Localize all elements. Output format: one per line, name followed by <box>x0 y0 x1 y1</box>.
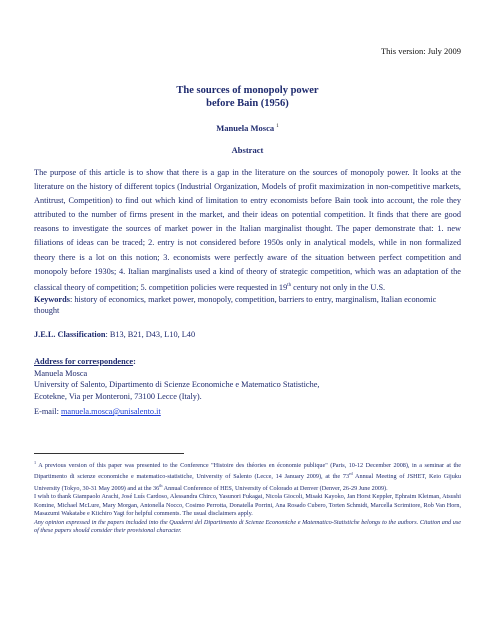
jel-label: J.E.L. Classification <box>34 330 106 339</box>
footnote-text-b: Annual Meeting of JSHET, Keio Gijuku University (Tokyo, 30-31 May 2009) and at the 36 <box>34 473 461 492</box>
keywords-text: : history of economics, market power, monopoly, competition, barriers to entry, marginalism, Italian economic thought <box>34 295 437 315</box>
footnote-number: 1 <box>34 460 37 465</box>
footnote-text-c: Annual Conference of HES, University of Colorado at Denver (Denver, 26-29 June 2009). <box>162 485 388 492</box>
footnote-sup-rd: rd <box>349 471 353 477</box>
version-date: This version: July 2009 <box>380 46 461 56</box>
abstract-body <box>34 166 461 295</box>
jel-classification <box>34 330 195 339</box>
keywords <box>34 294 461 316</box>
address-name: Manuela Mosca <box>34 368 88 378</box>
abstract-superscript: th <box>287 282 292 288</box>
footnote <box>34 459 461 535</box>
footnote-paragraph-2: I wish to thank Giampaolo Arachi, José Luís Cardoso, Alessandra Chirco, Yasunori Fukagai, Nicola Giocoli, Misaki Kayoko, Jan Horst Keppler, Ephraim Kleiman, Atsushi Komine, Michael McLure, Mary Morgan, Antonella Nocco, Cosimo Perrotta, Donatella Porrini, Ana Rosado Cubero, Torten Schmidt, Marcella Scrimitore, Rob Van Horn, Masazumi Wakatabe e Kiichiro Yagi for helpful comments. The usual disclaimers apply. <box>34 493 461 518</box>
abstract-text-end: century not only in the U.S. <box>291 282 386 292</box>
title-line-1: The sources of monopoly power <box>176 85 319 96</box>
correspondence-address <box>34 356 319 402</box>
email-link[interactable]: manuela.mosca@unisalento.it <box>60 407 161 416</box>
footnote-sup-th: th <box>159 482 163 488</box>
footnote-divider <box>34 453 184 454</box>
email-line <box>34 407 161 416</box>
email-label: E-mail: <box>34 407 61 416</box>
footnote-text-a: A previous version of this paper was presented to the Conference "Histoire des théories en économie publique" (Paris, 10-12 December 2008), in a seminar at the Dipartimento di scienze economiche e matematico-statistiche, University of Salento (Lecce, 14 January 2009), at the 73 <box>34 462 461 481</box>
paper-title <box>0 84 495 110</box>
author-name: Manuela Mosca <box>216 123 275 133</box>
address-line-1: University of Salento, Dipartimento di Scienze Economiche e Matematico Statistiche, <box>34 380 320 390</box>
footnote-paragraph-3: Any opinion expressed in the papers included into the Quaderni del Dipartimento di Scienze Economiche e Matematico-Statistiche belongs to the authors. Citation and use of these papers should consider their provisional character. <box>34 518 461 535</box>
footnote-mark[interactable]: 1 <box>276 124 279 130</box>
jel-codes: : B13, B21, D43, L10, L40 <box>105 330 196 339</box>
title-line-2: before Bain (1956) <box>206 98 289 109</box>
abstract-text: The purpose of this article is to show that there is a gap in the literature on the sources of monopoly power. It looks at the literature on the history of different topics (Industrial Organization, Models of profit maximization in non-competitive markets, Antitrust, Competition) to find out which kind of limitation to entry economists before Bain took into account, the role they attributed to the number of firms present in the market, and their ideas on potential competition. It finds that there are good reasons to investigate the sources of market power in the Italian marginalist thought. The paper demonstrate that: 1. new filiations of ideas can be traced; 2. entry is not considered before 1950s only in analytical models, while in non formalized theory there is a lot on this notion; 3. economists were perfectly aware of the situation between perfect competition and monopoly before 1930s; 4. Italian marginalists used a kind of theory of strategic competition, which was an adaptation of the classical theory of competition; 5. competition policies were requested in 19 <box>34 168 461 292</box>
address-colon: : <box>133 357 136 366</box>
keywords-label: Keywords <box>34 295 70 304</box>
author-line <box>0 123 495 133</box>
abstract-heading: Abstract <box>231 145 264 155</box>
address-line-2: Ecotekne, Via per Monteroni, 73100 Lecce (Italy). <box>34 391 202 401</box>
address-label: Address for correspondence <box>34 357 134 366</box>
footnote-paragraph-1 <box>34 459 461 493</box>
